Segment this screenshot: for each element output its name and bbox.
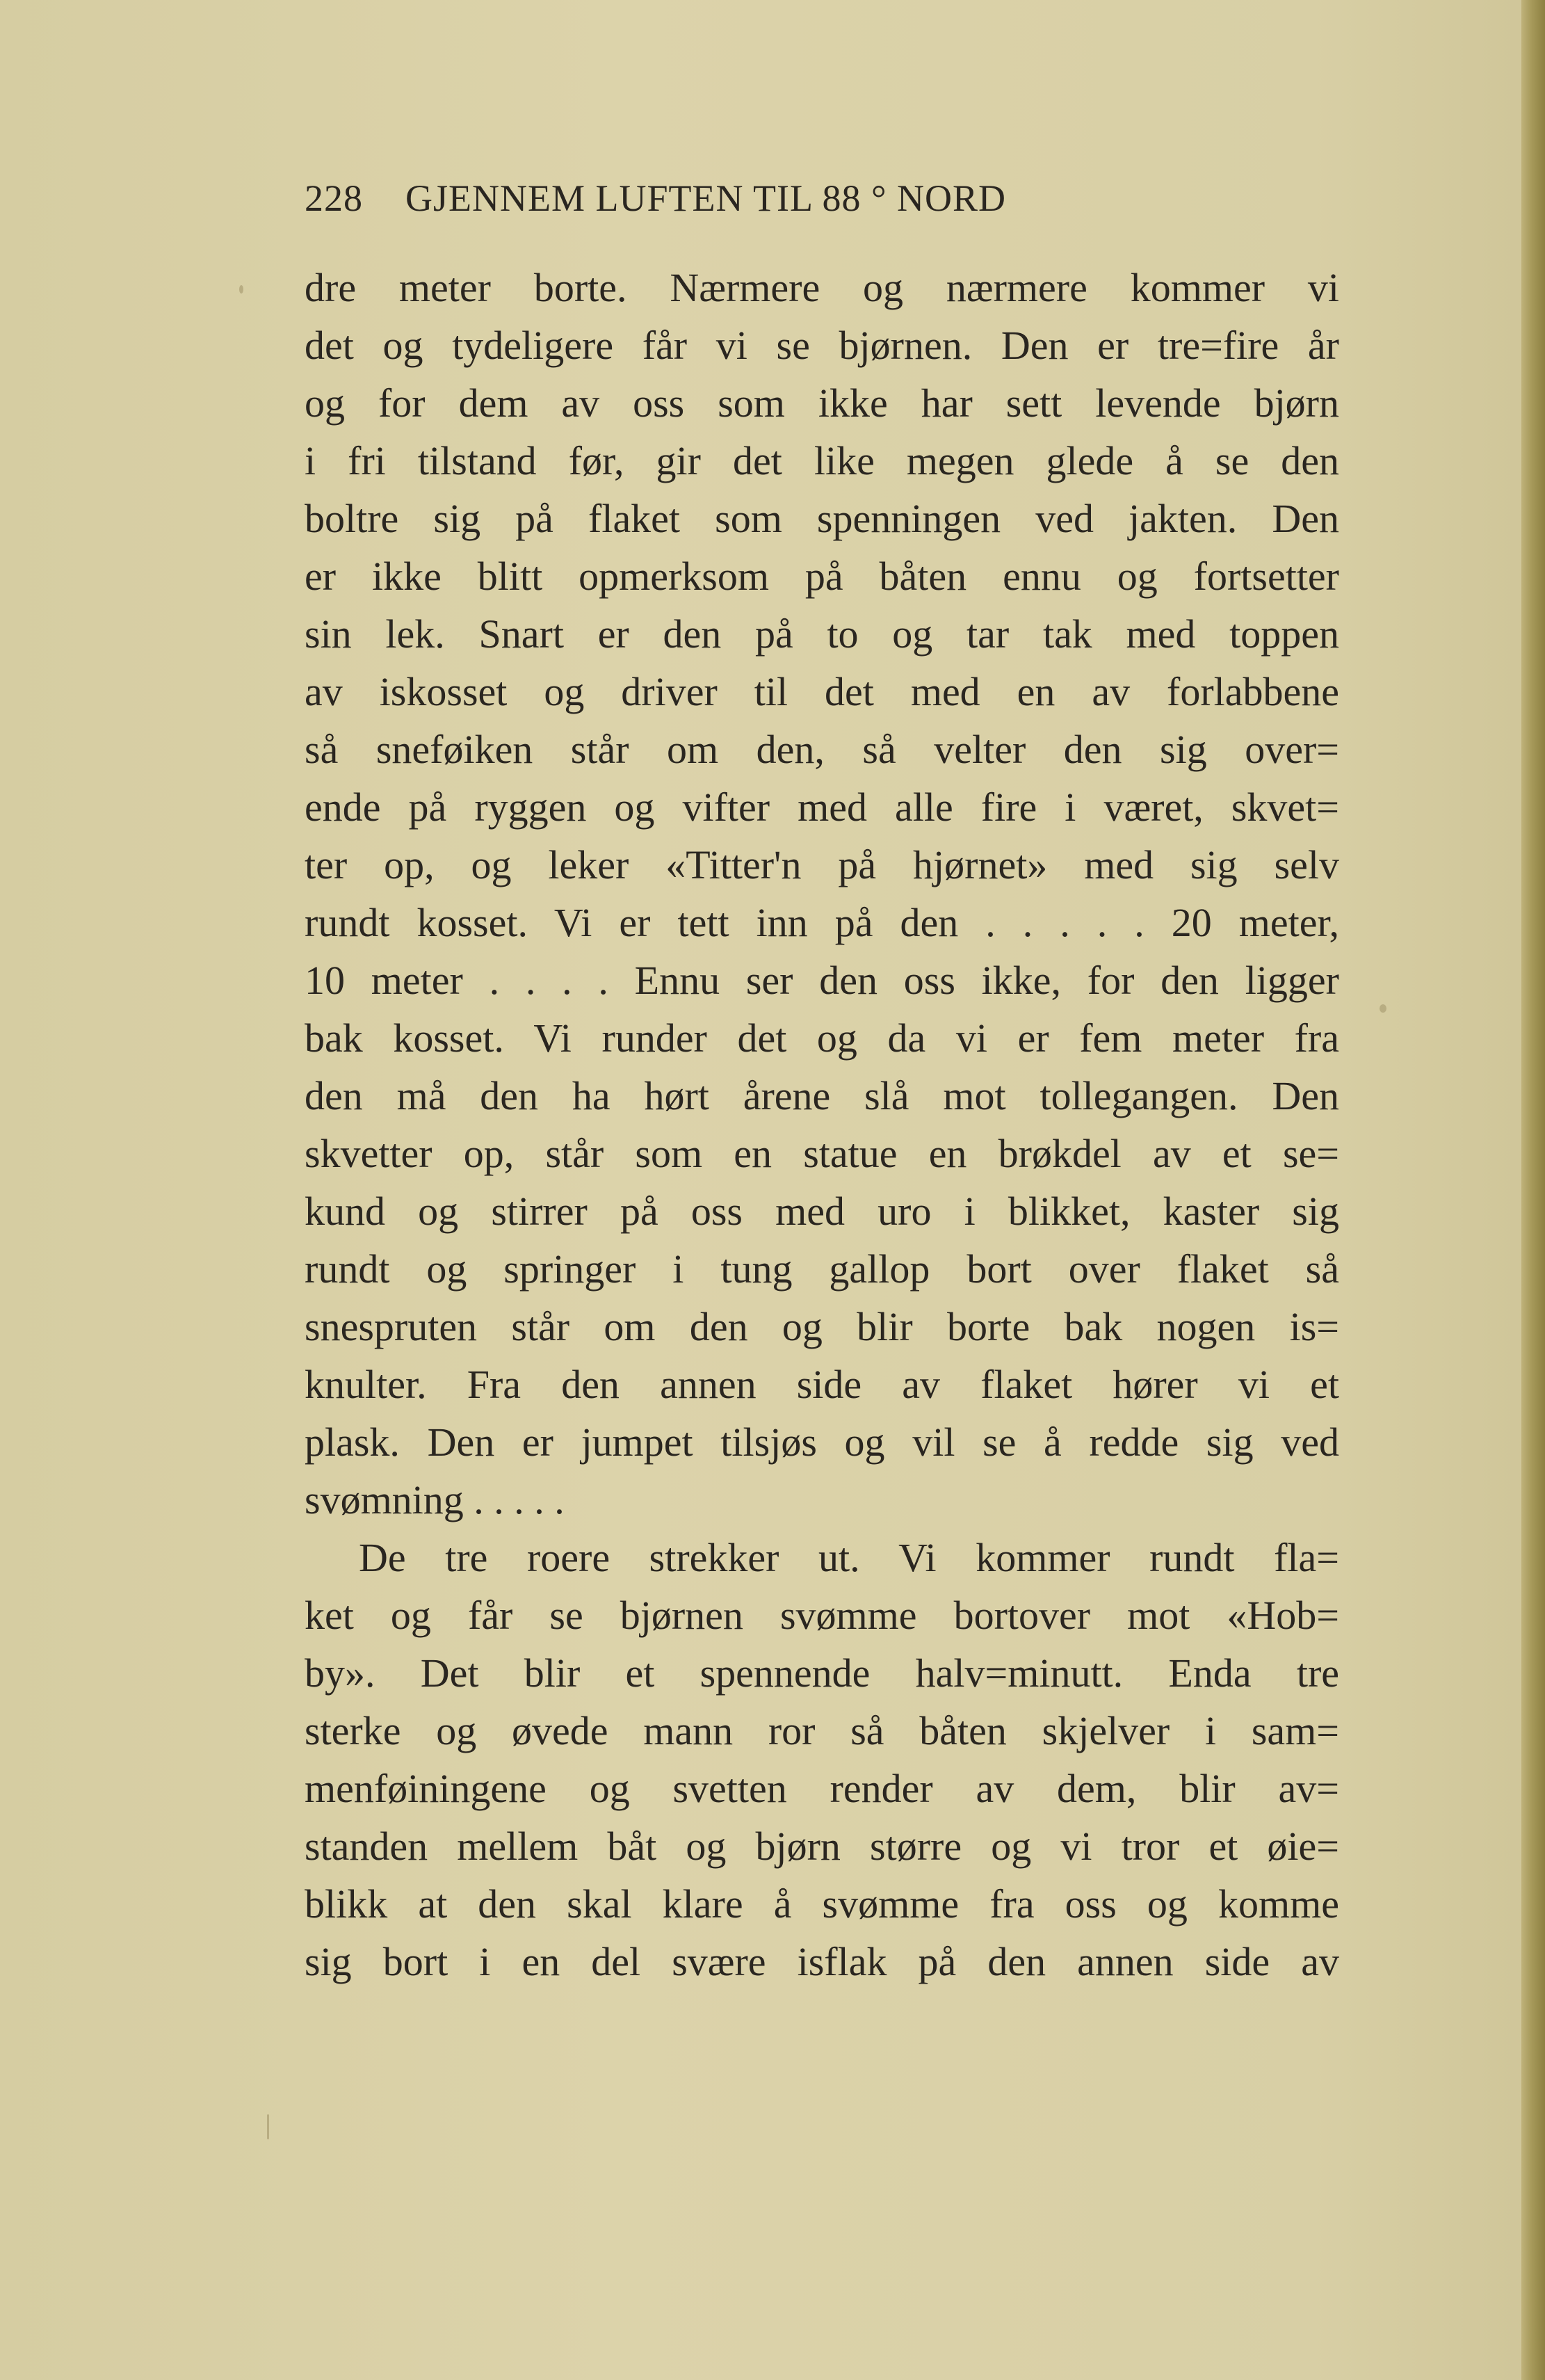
text-line: i fri tilstand før, gir det like megen glede å se den [305,438,1339,483]
text-line: knulter. Fra den annen side av flaket hører vi et [305,1362,1339,1407]
text-line: by». Det blir et spennende halv=minutt. Enda tre [305,1650,1339,1696]
text-line: ket og får se bjørnen svømme bortover mot «Hob= [305,1593,1339,1638]
text-line: den må den ha hørt årene slå mot tollegangen. Den [305,1073,1339,1118]
text-line: så sneføiken står om den, så velter den sig over= [305,727,1339,772]
text-line: rundt og springer i tung gallop bort over flaket så [305,1246,1339,1292]
text-line: rundt kosset. Vi er tett inn på den . . . . . 20 meter, [305,900,1339,945]
text-line: dre meter borte. Nærmere og nærmere kommer vi [305,265,1339,310]
text-line: boltre sig på flaket som spenningen ved jakten. Den [305,496,1339,541]
running-title: GJENNEM LUFTEN TIL 88 ° NORD [405,177,1007,219]
text-line: sin lek. Snart er den på to og tar tak med toppen [305,611,1339,657]
text-line: sterke og øvede mann ror så båten skjelver i sam= [305,1708,1339,1753]
text-line: sig bort i en del svære isflak på den annen side av [305,1939,1339,1984]
text-line: ende på ryggen og vifter med alle fire i været, skvet= [305,785,1339,830]
text-line: 10 meter . . . . Ennu ser den oss ikke, for den ligger [305,958,1339,1003]
text-line: De tre roere strekker ut. Vi kommer rundt fla= [359,1535,1339,1580]
text-line: skvetter op, står som en statue en brøkdel av et se= [305,1131,1339,1176]
body-text [305,259,1339,1991]
page-header [305,177,1334,225]
text-line: svømning . . . . . [305,1477,565,1522]
paper-speck [267,2114,269,2139]
text-line: er ikke blitt opmerksom på båten ennu og fortsetter [305,554,1339,599]
text-line: menføiningene og svetten render av dem, blir av= [305,1766,1339,1811]
text-line: blikk at den skal klare å svømme fra oss og komme [305,1881,1339,1927]
paper-speck [239,285,243,294]
text-line: snespruten står om den og blir borte bak nogen is= [305,1304,1339,1349]
text-line: plask. Den er jumpet tilsjøs og vil se å redde sig ved [305,1420,1339,1465]
text-line: kund og stirrer på oss med uro i blikket, kaster sig [305,1189,1339,1234]
page-number: 228 [305,177,363,219]
text-line: og for dem av oss som ikke har sett levende bjørn [305,380,1339,426]
page-edge-shadow [1521,0,1545,2380]
text-line: standen mellem båt og bjørn større og vi tror et øie= [305,1824,1339,1869]
text-line: ter op, og leker «Titter'n på hjørnet» med sig selv [305,842,1339,887]
text-line: bak kosset. Vi runder det og da vi er fem meter fra [305,1015,1339,1061]
text-line: av iskosset og driver til det med en av forlabbene [305,669,1339,714]
paper-speck [1380,1004,1386,1013]
text-line: det og tydeligere får vi se bjørnen. Den er tre=fire år [305,323,1339,368]
